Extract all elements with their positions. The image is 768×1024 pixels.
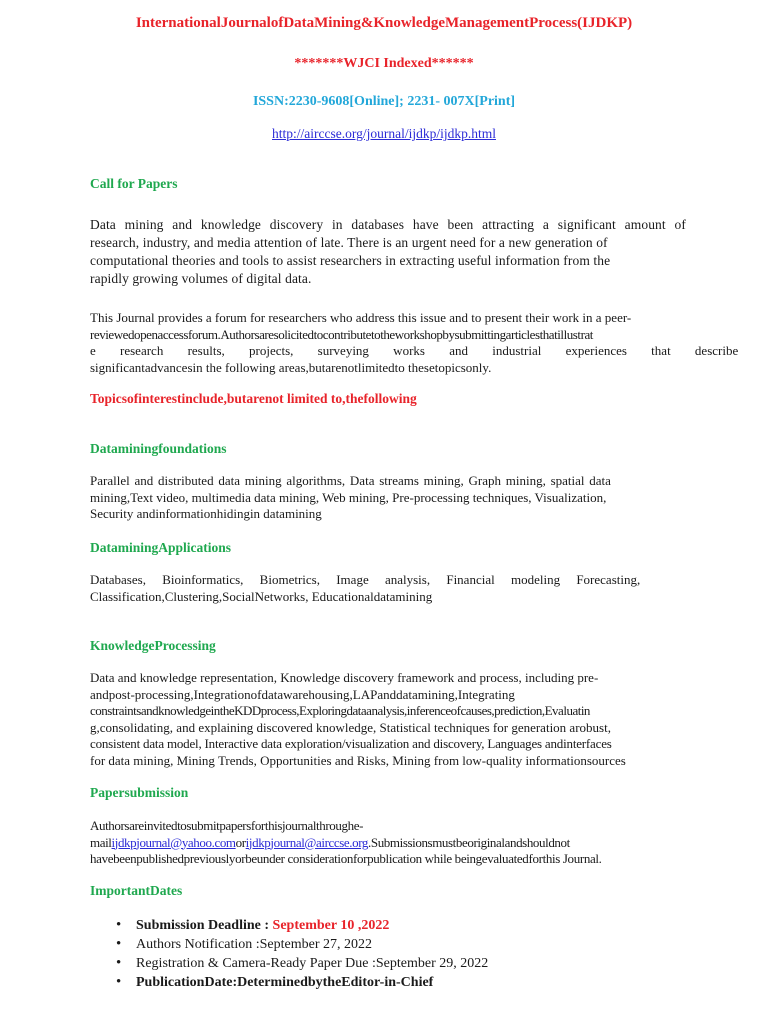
- applications-heading: DataminingApplications: [90, 540, 232, 555]
- submission-line: Authorsareinvitedtosubmitpapersforthisjournalthroughe-: [90, 818, 364, 833]
- intro-line: research, industry, and media attention of late. There is an urgent need for a new generation of: [90, 235, 608, 250]
- foundations-heading: Dataminingfoundations: [90, 441, 227, 456]
- knowledge-line: g,consolidating, and explaining discovered knowledge, Statistical techniques for generation arobust,: [90, 719, 611, 735]
- forum-line: This Journal provides a forum for researchers who address this issue and to present their work in a peer-: [90, 310, 632, 325]
- intro-paragraph: [90, 216, 686, 288]
- issn: ISSN:2230-9608[Online]; 2231- 007X[Print]: [252, 94, 516, 109]
- submission-paragraph: [90, 818, 686, 868]
- knowledge-heading: KnowledgeProcessing: [90, 638, 216, 653]
- submission-line: havebeenpublishedpreviouslyorbeunder considerationforpublication while beingevaluatedforthis Journal.: [90, 851, 602, 866]
- call-for-papers-heading: Call for Papers: [90, 176, 178, 191]
- foundations-paragraph: [90, 473, 686, 523]
- date-item-publication: [108, 973, 708, 992]
- forum-line: e research results, projects, surveying works and industrial experiences that describe: [90, 343, 739, 358]
- applications-line: Classification,Clustering,SocialNetworks, Educationaldatamining: [90, 588, 433, 604]
- publication-date: PublicationDate:DeterminedbytheEditor-in-Chief: [136, 975, 434, 990]
- knowledge-line: for data mining, Mining Trends, Opportunities and Risks, Mining from low-quality informationsources: [90, 752, 626, 768]
- date-item-submission: [108, 916, 708, 935]
- applications-paragraph: [90, 572, 686, 605]
- submission-line: [90, 835, 686, 852]
- knowledge-line: consistent data model, Interactive data exploration/visualization and discovery, Languages andinterfaces: [90, 736, 612, 751]
- knowledge-line: andpost-processing,Integrationofdatawarehousing,LAPanddatamining,Integrating: [90, 686, 515, 702]
- foundations-line: Security andinformationhidingin datamining: [90, 506, 322, 521]
- knowledge-line: Data and knowledge representation, Knowledge discovery framework and process, including pre-: [90, 670, 599, 685]
- submission-label: Submission Deadline :: [136, 918, 273, 933]
- submission-text: or: [235, 834, 246, 850]
- knowledge-paragraph: [90, 670, 686, 769]
- intro-line: rapidly growing volumes of digital data.: [90, 271, 312, 286]
- foundations-line: mining,Text video, multimedia data mining, Web mining, Pre-processing techniques, Visualization,: [90, 489, 607, 505]
- topics-heading: Topicsofinterestinclude,butarenot limited to,thefollowing: [90, 391, 417, 406]
- forum-line: significantadvancesin the following areas,butarenotlimitedto thesetopicsonly.: [90, 359, 492, 375]
- foundations-line: Parallel and distributed data mining algorithms, Data streams mining, Graph mining, spatial data: [90, 473, 611, 488]
- url-row: [0, 126, 768, 142]
- dates-heading: ImportantDates: [90, 883, 183, 898]
- submission-text: .Submissionsmustbeoriginalandshouldnot: [368, 834, 570, 850]
- intro-line: computational theories and tools to assist researchers in extracting useful information from the: [90, 253, 611, 268]
- date-item-registration: • Registration & Camera-Ready Paper Due :September 29, 2022: [108, 954, 708, 973]
- submission-deadline: September 10 ,2022: [272, 918, 390, 933]
- applications-line: Databases, Bioinformatics, Biometrics, Image analysis, Financial modeling Forecasting,: [90, 572, 641, 587]
- wjci-indexed: *******WJCI Indexed******: [294, 56, 474, 71]
- submission-heading: Papersubmission: [90, 785, 189, 800]
- forum-paragraph: [90, 310, 739, 376]
- dates-list: [108, 916, 708, 992]
- journal-url-link[interactable]: http://airccse.org/journal/ijdkp/ijdkp.html: [272, 126, 496, 141]
- knowledge-line: constraintsandknowledgeintheKDDprocess,Exploringdataanalysis,inferenceofcauses,prediction,Evaluatin: [90, 703, 590, 718]
- forum-line: reviewedopenaccessforum.Authorsaresolicitedtocontributetotheworkshopbysubmittingarticlesthatillustrat: [90, 326, 593, 342]
- email-link-yahoo[interactable]: ijdkpjournal@yahoo.com: [111, 834, 236, 850]
- email-link-airccse[interactable]: ijdkpjournal@airccse.org: [245, 834, 369, 850]
- dates-list-wrap: [108, 916, 708, 992]
- intro-line: Data mining and knowledge discovery in databases have been attracting a significant amount of: [90, 217, 686, 232]
- date-item-notification: • Authors Notification :September 27, 2022: [108, 935, 708, 954]
- submission-text: mail: [90, 834, 112, 850]
- journal-title: InternationalJournalofDataMining&KnowledgeManagementProcess(IJDKP): [135, 15, 633, 31]
